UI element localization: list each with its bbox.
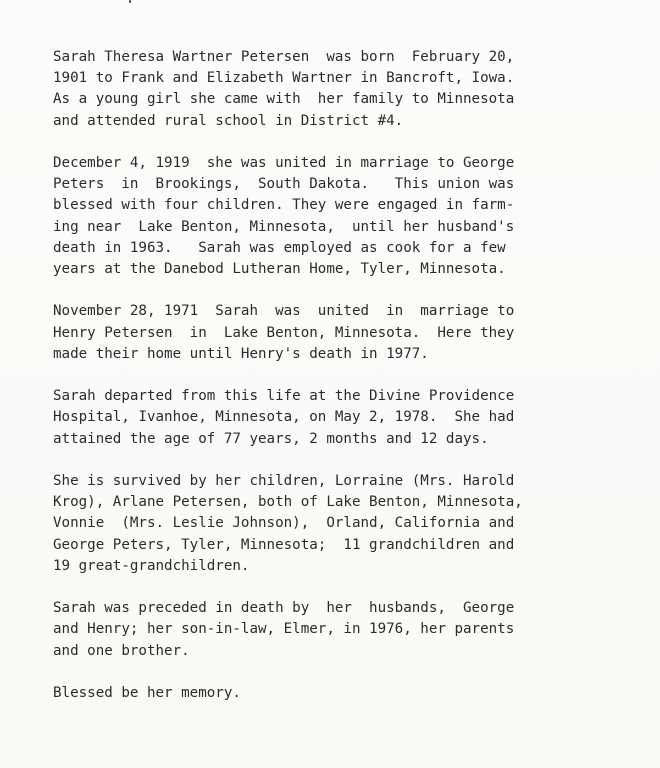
text-line: Vonnie (Mrs. Leslie Johnson), Orland, California and xyxy=(53,515,515,532)
obituary-text xyxy=(53,47,653,725)
paragraph-preceded xyxy=(53,598,653,662)
text-line: Peters in Brookings, South Dakota. This union was xyxy=(53,176,515,193)
text-line: Blessed be her memory. xyxy=(53,685,241,701)
paragraph-birth xyxy=(53,47,653,132)
text-line: Hospital, Ivanhoe, Minnesota, on May 2, 1978. She had xyxy=(53,409,515,426)
text-line: Sarah departed from this life at the Divine Providence xyxy=(53,388,515,405)
text-line: blessed with four children. They were engaged in farm- xyxy=(53,197,515,214)
text-line: As a young girl she came with her family to Minnesota xyxy=(53,91,515,108)
text-line: and Henry; her son-in-law, Elmer, in 1976, her parents xyxy=(53,621,515,638)
paragraph-survivors xyxy=(53,471,653,577)
text-line: Sarah was preceded in death by her husbands, George xyxy=(53,600,515,617)
text-line: Henry Petersen in Lake Benton, Minnesota. Here they xyxy=(53,324,515,341)
text-line: Krog), Arlane Petersen, both of Lake Benton, Minnesota, xyxy=(53,494,523,511)
paragraph-second-marriage xyxy=(53,301,653,365)
text-line: and one brother. xyxy=(53,642,190,659)
text-line: years at the Danebod Lutheran Home, Tyler, Minnesota. xyxy=(53,261,506,278)
text-line: death in 1963. Sarah was employed as cook for a few xyxy=(53,239,506,256)
text-line: attained the age of 77 years, 2 months and 12 days. xyxy=(53,430,489,447)
text-line: 1901 to Frank and Elizabeth Wartner in Bancroft, Iowa. xyxy=(53,70,515,87)
text-line: She is survived by her children, Lorraine (Mrs. Harold xyxy=(53,473,515,489)
text-line: November 28, 1971 Sarah was united in marriage to xyxy=(53,303,515,320)
text-line: and attended rural school in District #4. xyxy=(53,112,404,129)
text-line: made their home until Henry's death in 1977. xyxy=(53,345,429,362)
text-line: December 4, 1919 she was united in marriage to George xyxy=(53,155,515,171)
ink-speck xyxy=(129,0,131,3)
text-line: George Peters, Tyler, Minnesota; 11 grandchildren and xyxy=(53,536,515,553)
paragraph-first-marriage xyxy=(53,153,653,280)
paragraph-closing xyxy=(53,683,653,704)
text-line: 19 great-grandchildren. xyxy=(53,557,250,574)
text-line: Sarah Theresa Wartner Petersen was born February 20, xyxy=(53,49,515,65)
text-line: ing near Lake Benton, Minnesota, until her husband's xyxy=(53,218,515,235)
paragraph-death xyxy=(53,386,653,450)
